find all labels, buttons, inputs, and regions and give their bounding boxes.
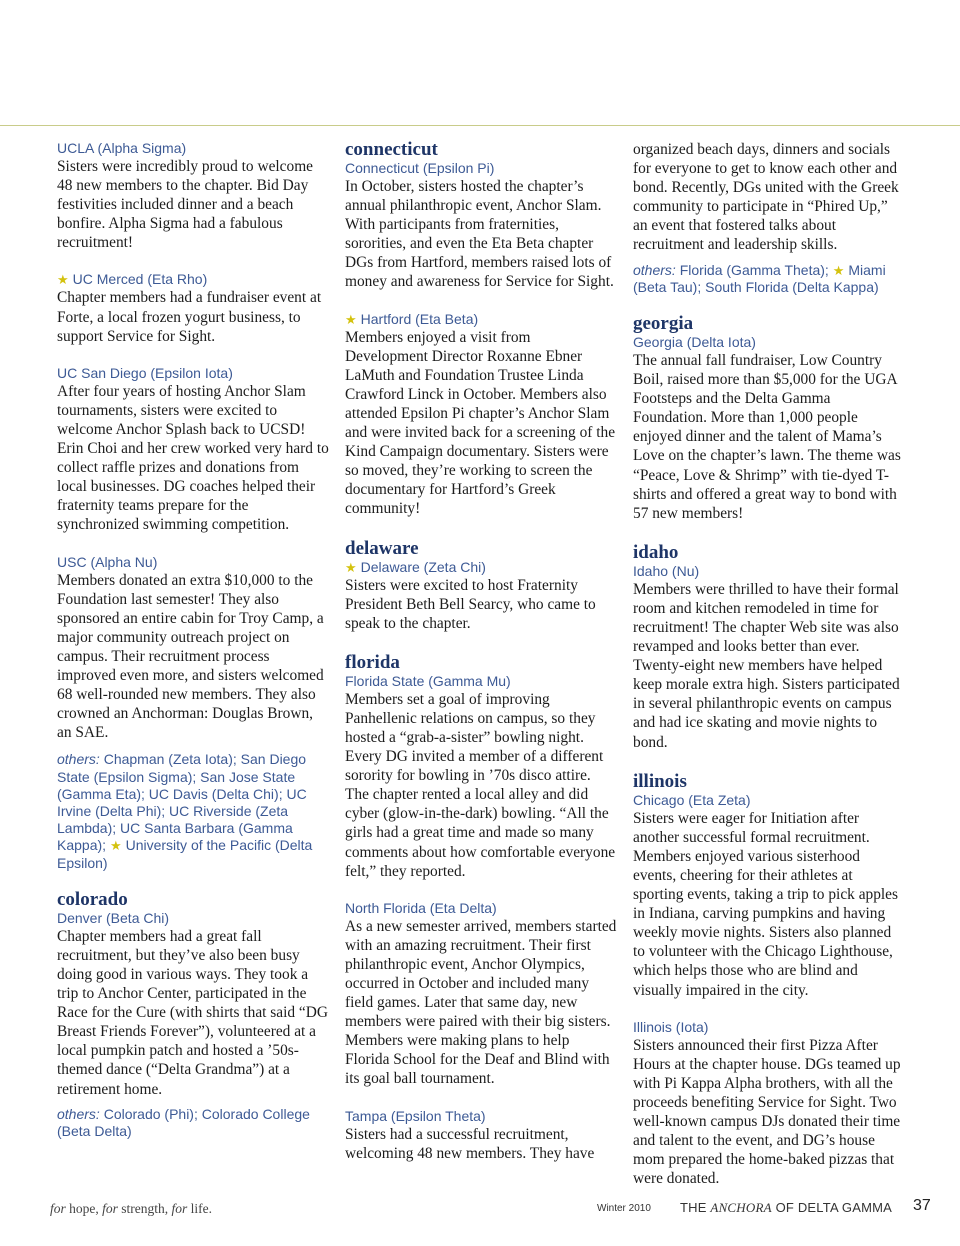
chapter-report: Members donated an extra $10,000 to the Foundation last semester! They also sponsored an entire cabin for Troy Camp, a major community outreach project on campus. Their recruitment process improved even more, and sisters welcomed 68 well-rounded new members. They also crowned an Anchorman: Douglas Brown, an SAE. xyxy=(57,571,324,742)
chapter-report: Sisters were incredibly proud to welcome 48 new members to the chapter. Bid Day festivities included dinner and a beach bonfire. Alpha Sigma had a fabulous recruitment! xyxy=(57,158,314,252)
chapter-report: Chapter members had a fundraiser event at Forte, a local frozen yogurt business, to support Service for Sight. xyxy=(57,289,322,345)
chapter-report: Chapter members had a great fall recruitment, but they’ve also been busy doing good in various ways. They took a trip to Anchor Center, participated in the Race for the Cure (with shirts that said “DG Breast Friends Forever”), volunteered at a local pumpkin patch and hosted a ’50s-themed dance (“Delta Grandma”) at a retirement home. xyxy=(57,927,328,1098)
column-right xyxy=(633,140,905,1188)
magazine-title: THE ANCHORA OF DELTA GAMMA xyxy=(680,1200,893,1215)
chapter-name: ★ UC Merced (Eta Rho) xyxy=(57,271,208,288)
chapter-name: Chicago (Eta Zeta) xyxy=(633,791,751,808)
chapter-name: Illinois (Iota) xyxy=(633,1018,709,1035)
chapter-report: Sisters had a successful recruitment, welcoming 48 new members. They have xyxy=(345,1125,595,1162)
star-icon: ★ xyxy=(345,311,357,327)
chapter-name: Connecticut (Epsilon Pi) xyxy=(345,160,495,176)
chapter-report: The annual fall fundraiser, Low Country Boil, raised more than $5,000 for the UGA Footsteps and the Delta Gamma Foundation. More than 1,000 people enjoyed dinner and the talent of Mama’s Love on the chapter’s lawn. The theme was “Peace, Love & Shrimp” with tie-dyed T-shirts and offered a great way to bond with 57 new members! xyxy=(633,351,901,522)
chapter-report: Members set a goal of improving Panhellenic relations on campus, so they hosted a “grab-a-sister” bowling night. Every DG invited a member of a different sorority for bowling in ’70s disco attire. The chapter rented a local alley and did cyber (glow-in-the-dark) bowling. “All the girls had a great time and made so many comments about how comfortable everyone felt,” they reported. xyxy=(345,690,616,880)
chapter-name: UC San Diego (Epsilon Iota) xyxy=(57,364,233,381)
chapter-name: ★ Hartford (Eta Beta) xyxy=(345,310,479,327)
state-heading: delaware xyxy=(345,537,419,559)
column-left xyxy=(57,140,329,1140)
chapter-name: North Florida (Eta Delta) xyxy=(345,899,497,916)
chapter-report: Sisters were excited to host Fraternity President Beth Bell Searcy, who came to speak to the chapter. xyxy=(345,576,596,632)
state-heading: florida xyxy=(345,651,400,673)
star-icon: ★ xyxy=(57,272,69,288)
footer-tagline: for hope, for strength, for life. xyxy=(50,1201,213,1216)
chapter-report: organized beach days, dinners and socials for everyone to get to know each other and bond. Recently, DGs united with the Greek community to participate in “Phired Up,” an event that fostered talks about recruitment and leadership skills. xyxy=(633,141,899,254)
star-icon: ★ xyxy=(832,262,845,278)
other-chapters-list: others: Chapman (Zeta Iota); San Diego State (Epsilon Sigma); San Jose State (Gamma Eta); UC Davis (Delta Chi); UC Irvine (Delta Phi); UC Riverside (Zeta Lambda); UC Santa Barbara (Gamma Kappa); ★ University of the Pacific (Delta Epsilon) xyxy=(57,751,313,871)
issue-date: Winter 2010 xyxy=(597,1203,651,1214)
state-heading: colorado xyxy=(57,888,128,910)
chapter-report: Members enjoyed a visit from Development Director Roxanne Ebner LaMuth and Foundation Trustee Linda Crawford Linck in October. Members also attended Epsilon Pi chapter’s Anchor Slam and were invited back for a screening of the Kind Campaign documentary. Sisters were so moved, they’re working to screen the documentary for Hartford’s Greek community! xyxy=(345,328,616,518)
star-icon: ★ xyxy=(109,838,122,854)
chapter-report: After four years of hosting Anchor Slam tournaments, sisters were excited to welcome Anchor Splash back to UCSD! Erin Choi and her crew worked very hard to collect raffle prizes and donations from local businesses. DG coaches helped their fraternity teams prepare for the synchronized swimming competition. xyxy=(57,382,329,534)
chapter-report: In October, sisters hosted the chapter’s annual philanthropic event, Anchor Slam. With participants from fraternities, sororities, and even the Eta Beta chapter DGs from Hartford, members raised lots of money and awareness for Service for Sight. xyxy=(345,178,614,291)
chapter-name: Idaho (Nu) xyxy=(633,562,700,579)
chapter-name: Denver (Beta Chi) xyxy=(57,909,170,926)
top-rule xyxy=(0,125,960,126)
other-chapters-list: others: Florida (Gamma Theta); ★ Miami (Beta Tau); South Florida (Delta Kappa) xyxy=(633,261,886,295)
column-middle xyxy=(345,140,617,1163)
chapter-report: Members were thrilled to have their formal room and kitchen remodeled in time for recruitment! The chapter Web site was also revamped and looks better than ever. Twenty-eight new members have helped keep morale extra high. Sisters participated in several philanthropic events on campus and had ice skating and movie nights to bond. xyxy=(633,580,900,751)
chapter-name: USC (Alpha Nu) xyxy=(57,553,158,570)
chapter-report: Sisters were eager for Initiation after another successful formal recruitment. Members enjoyed various sisterhood events, cheering for their athletes at sporting events, taking a trip to pick apples in Indiana, carving pumpkins and having weekly movie nights. Sisters also planned to volunteer with the Chicago Lighthouse, which helps those who are blind and visually impaired in the city. xyxy=(633,809,899,999)
state-heading: connecticut xyxy=(345,139,438,160)
state-heading: illinois xyxy=(633,770,687,792)
chapter-report: Sisters announced their first Pizza After Hours at the chapter house. DGs teamed up with Pi Kappa Alpha brothers, with all the proceeds benefiting Service for Sight. Two well-known campus DJs donated their time and talent to the event, and DG’s house mom prepared the home-baked pizzas that were donated. xyxy=(633,1036,901,1188)
chapter-name: UCLA (Alpha Sigma) xyxy=(57,140,187,156)
chapter-name: Georgia (Delta Iota) xyxy=(633,333,756,350)
chapter-name: Florida State (Gamma Mu) xyxy=(345,672,511,689)
other-chapters-list: others: Colorado (Phi); Colorado College (Beta Delta) xyxy=(57,1105,310,1139)
chapter-report: As a new semester arrived, members started with an amazing recruitment. Their first philanthropic event, Anchor Olympics, occurred in October and included many field games. Later that same day, new members were paired with their big sisters. Members were making plans to help Florida School for the Deaf and Blind with its goal ball tournament. xyxy=(345,917,617,1088)
star-icon: ★ xyxy=(345,559,357,575)
state-heading: idaho xyxy=(633,541,679,563)
page-number: 37 xyxy=(913,1197,931,1214)
chapter-name: Tampa (Epsilon Theta) xyxy=(345,1107,486,1124)
chapter-name: ★ Delaware (Zeta Chi) xyxy=(345,558,486,575)
state-heading: georgia xyxy=(633,312,694,334)
